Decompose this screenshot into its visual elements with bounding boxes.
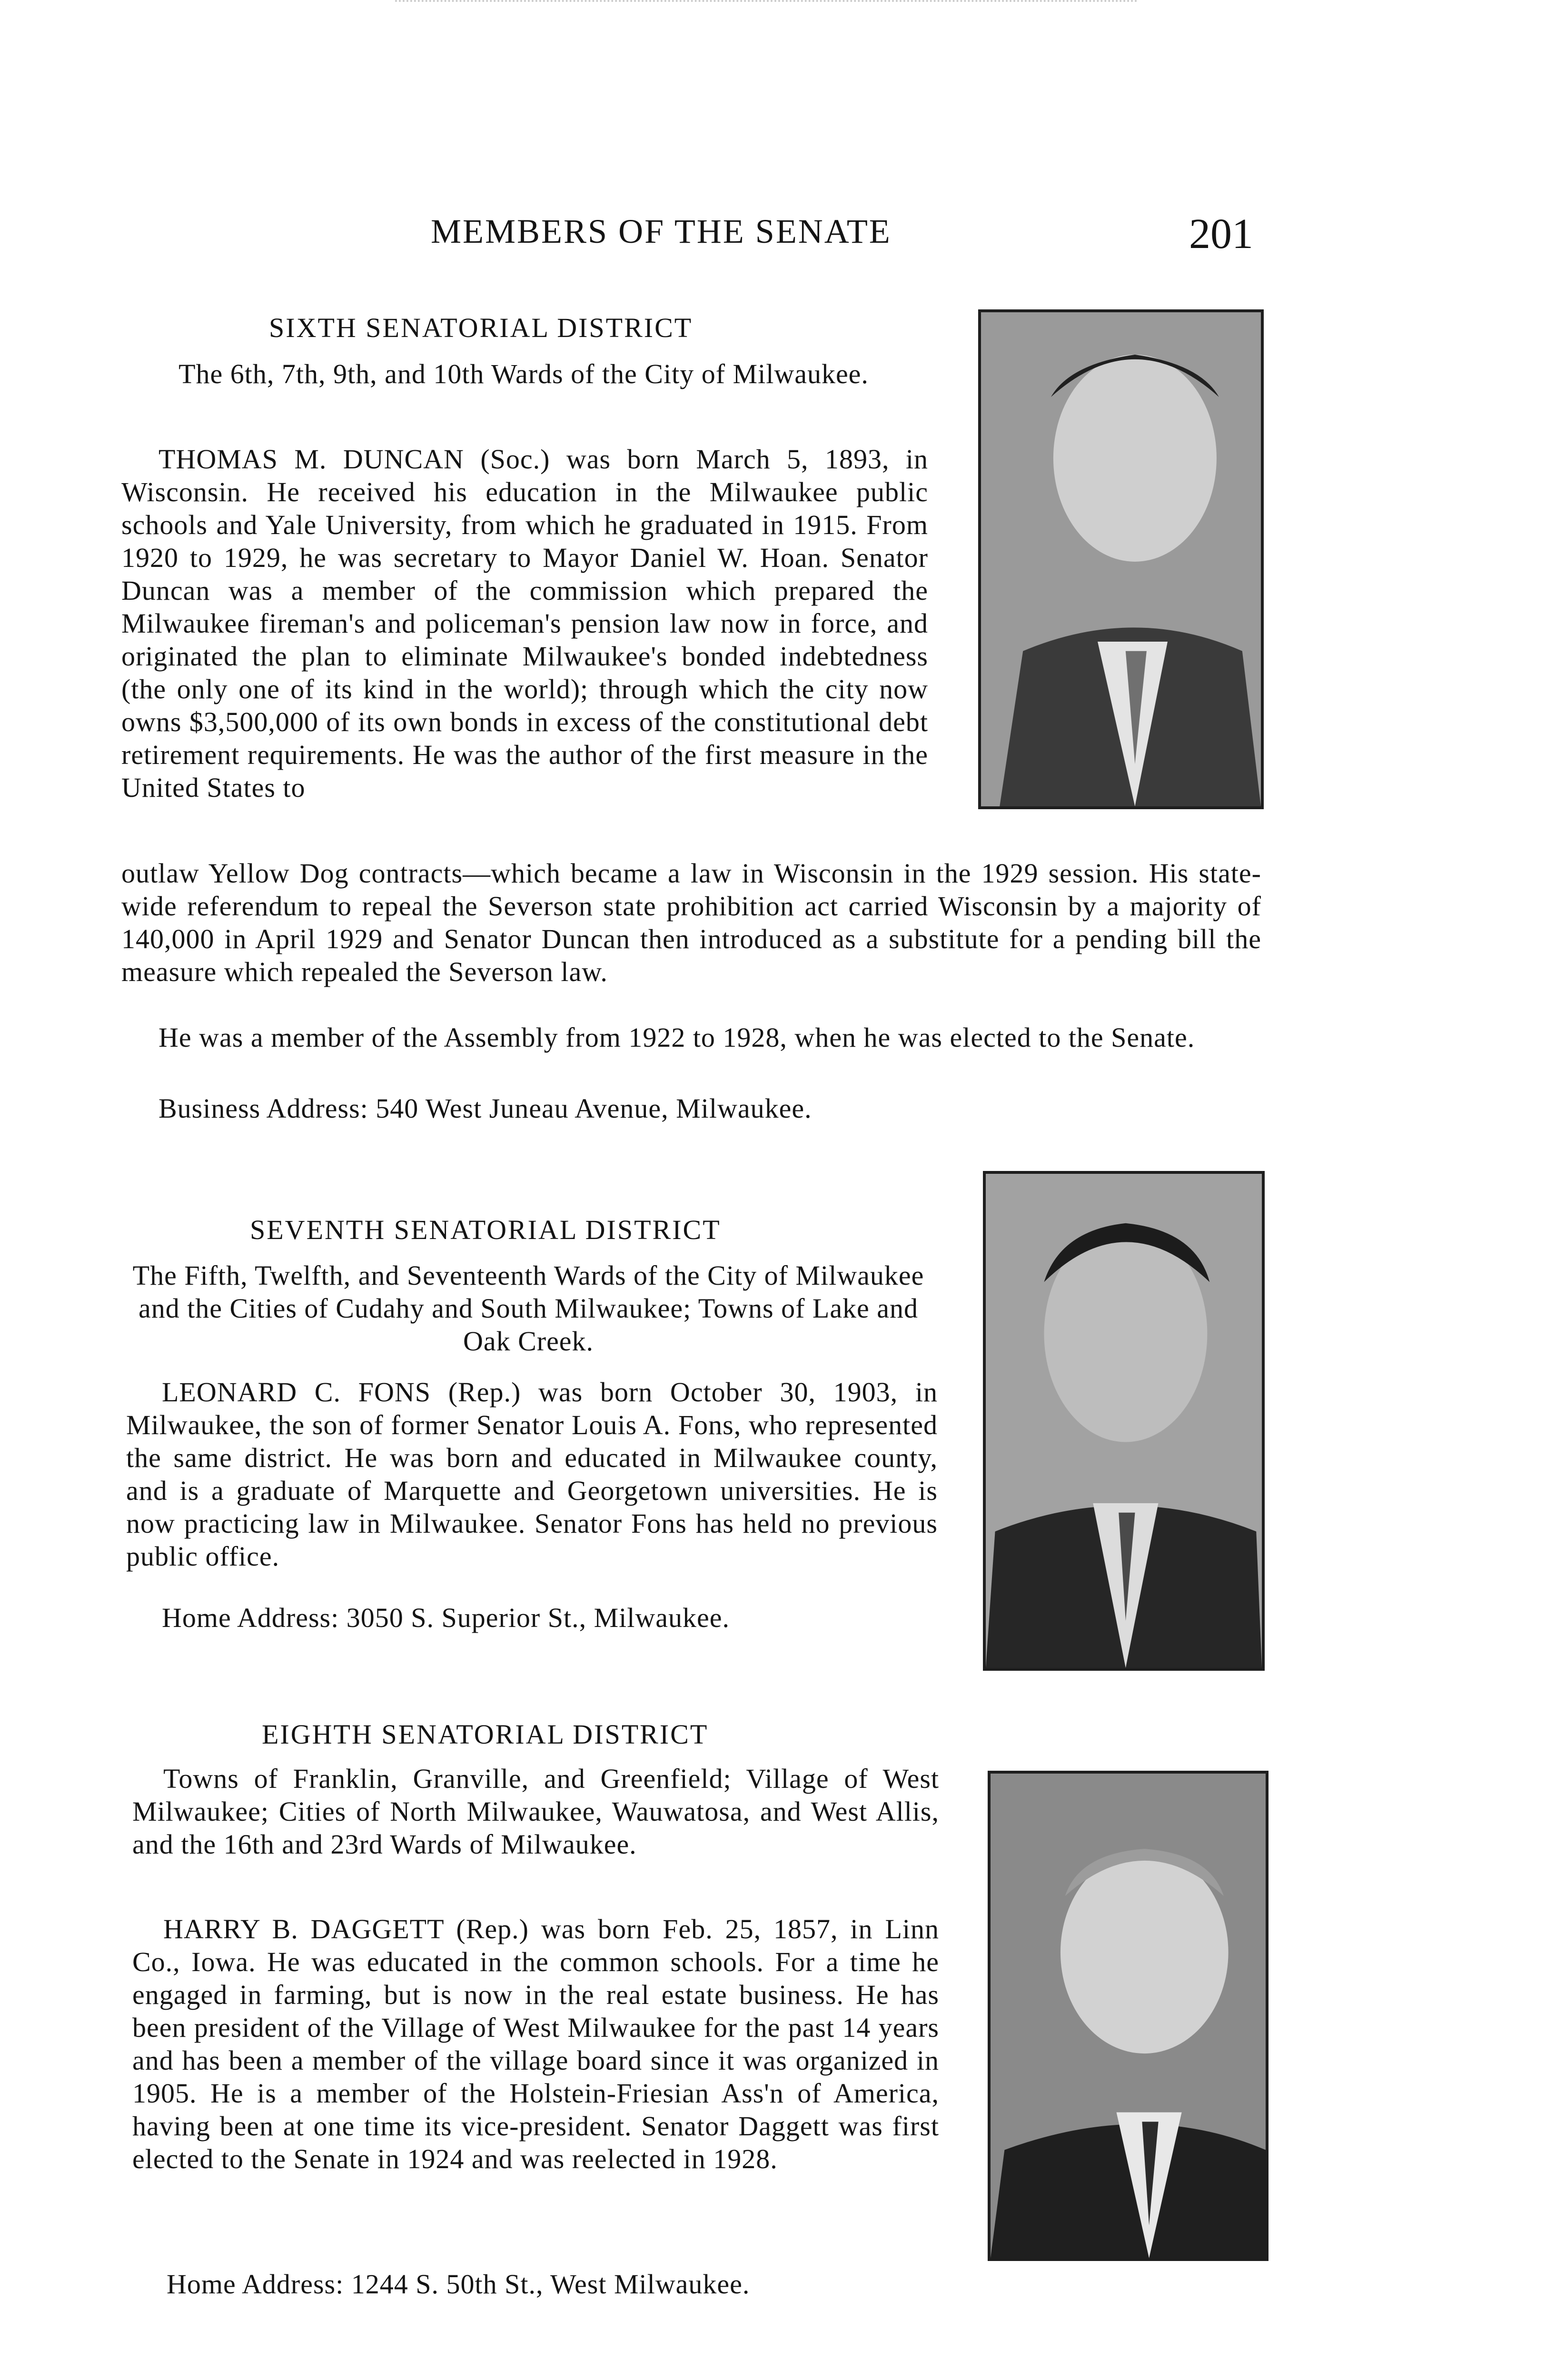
portrait-photo-daggett: [988, 1771, 1269, 2261]
district-wards-eighth: Towns of Franklin, Granville, and Greenfield; Village of West Milwaukee; Cities of North Milwaukee, Wauwatosa, and West Allis, and the 16th and 23rd Wards of Milwaukee.: [132, 1763, 939, 1860]
business-address-duncan: Business Address: 540 West Juneau Avenue, Milwaukee.: [159, 1093, 812, 1124]
district-heading-sixth: SIXTH SENATORIAL DISTRICT: [269, 312, 693, 343]
senator-bio-duncan-assembly: He was a member of the Assembly from 1922 to 1928, when he was elected to the Senate.: [159, 1022, 1195, 1053]
district-wards-sixth: The 6th, 7th, 9th, and 10th Wards of the City of Milwaukee.: [178, 358, 869, 389]
portrait-photo-fons: [983, 1171, 1265, 1671]
senator-bio-fons: LEONARD C. FONS (Rep.) was born October 30, 1903, in Milwaukee, the son of former Senator Louis A. Fons, who represented the same district. He was born and educated in Milwaukee county, and is a graduate of Marquette and Georgetown universities. He is now practicing law in Milwaukee. Senator Fons has held no previous public office.: [126, 1377, 938, 1572]
district-heading-eighth: EIGHTH SENATORIAL DISTRICT: [262, 1719, 709, 1750]
scan-artifact-rule: [395, 0, 1138, 4]
home-address-daggett: Home Address: 1244 S. 50th St., West Milwaukee.: [167, 2269, 750, 2300]
district-wards-seventh: The Fifth, Twelfth, and Seventeenth Wards of the City of Milwaukee and the Cities of Cudahy and South Milwaukee; Towns of Lake and Oak Creek.: [132, 1260, 924, 1357]
page-title: MEMBERS OF THE SENATE: [431, 212, 892, 250]
page-number: 201: [1189, 210, 1253, 258]
district-heading-seventh: SEVENTH SENATORIAL DISTRICT: [250, 1214, 721, 1245]
senator-bio-duncan-continued: outlaw Yellow Dog contracts—which became a law in Wisconsin in the 1929 session. His state-wide referendum to repeal the Severson state prohibition act carried Wisconsin by a majority of 140,000 in April 1929 and Senator Duncan then introduced as a substitute for a pending bill the measure which repealed the Severson law.: [121, 858, 1261, 987]
senator-bio-duncan: THOMAS M. DUNCAN (Soc.) was born March 5, 1893, in Wisconsin. He received his education in the Milwaukee public schools and Yale University, from which he graduated in 1915. From 1920 to 1929, he was secretary to Mayor Daniel W. Hoan. Senator Duncan was a member of the commission which prepared the Milwaukee fireman's and policeman's pension law now in force, and originated the plan to eliminate Milwaukee's bonded indebtedness (the only one of its kind in the world); through which the city now owns $3,500,000 of its own bonds in excess of the constitutional debt retirement requirements. He was the author of the first measure in the United States to: [121, 444, 928, 803]
home-address-fons: Home Address: 3050 S. Superior St., Milwaukee.: [162, 1602, 730, 1633]
portrait-photo-duncan: [978, 309, 1264, 809]
senator-bio-daggett: HARRY B. DAGGETT (Rep.) was born Feb. 25, 1857, in Linn Co., Iowa. He was educated in the common schools. For a time he engaged in farming, but is now in the real estate business. He has been president of the Village of West Milwaukee for the past 14 years and has been a member of the village board since it was organized in 1905. He is a member of the Holstein-Friesian Ass'n of America, having been at one time its vice-president. Senator Daggett was first elected to the Senate in 1924 and was reelected in 1928.: [132, 1914, 939, 2174]
